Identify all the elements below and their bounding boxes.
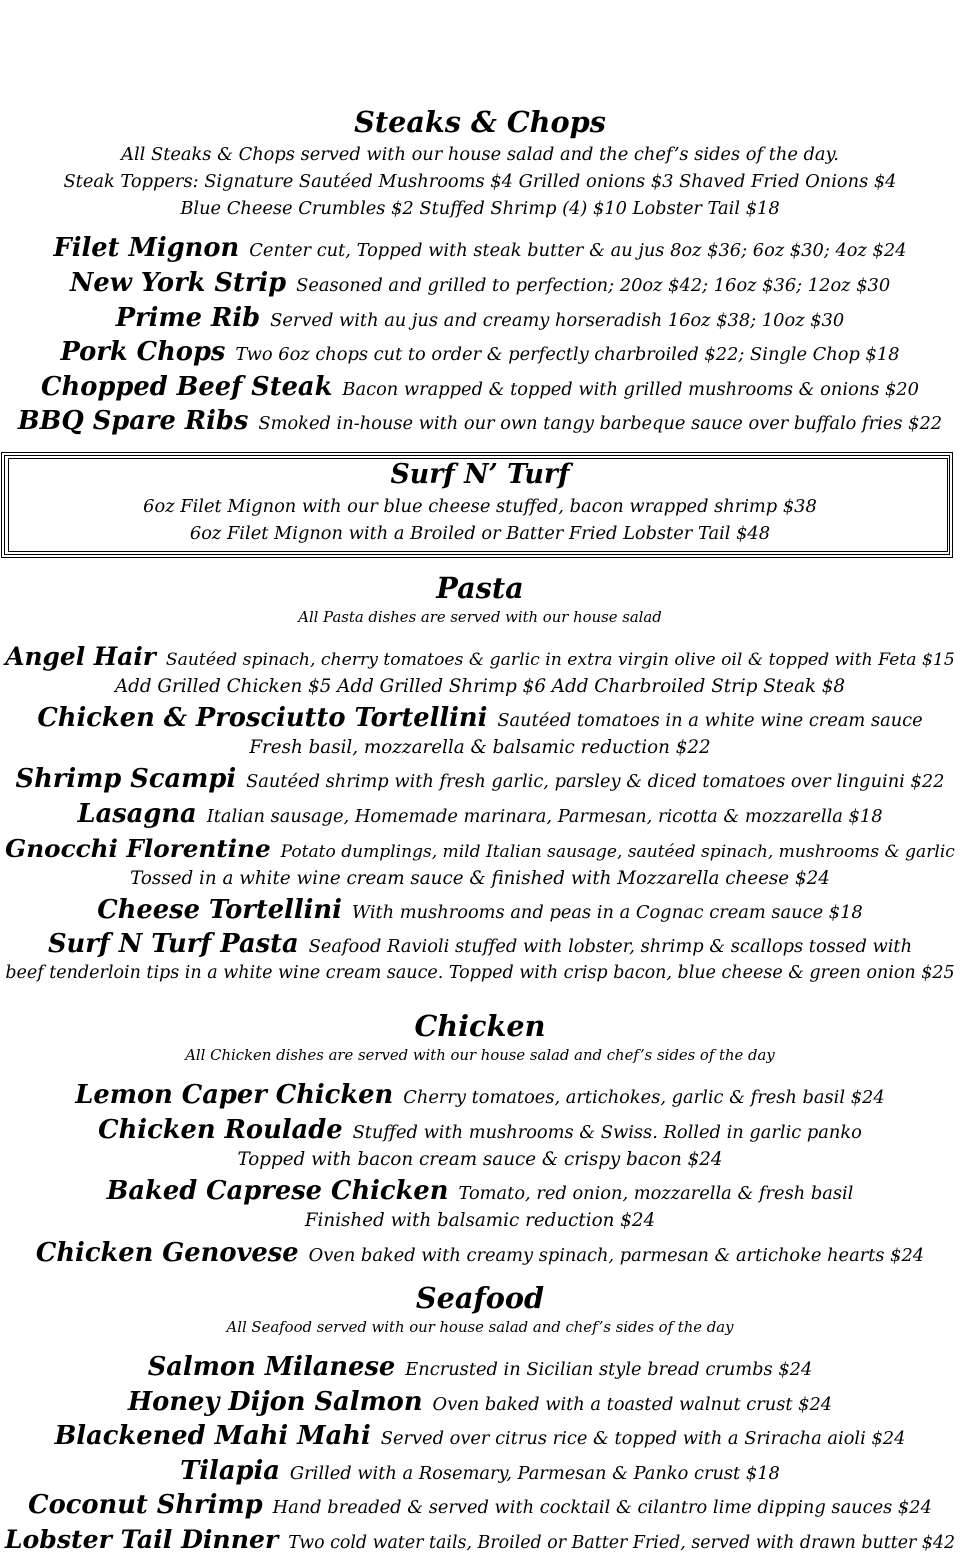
item-name: Tilapia (180, 1456, 280, 1486)
menu-item (0, 1352, 960, 1382)
item-name: Honey Dijon Salmon (127, 1387, 423, 1417)
item-desc: Oven baked with a toasted walnut crust $24 (432, 1394, 833, 1415)
item-desc: Grilled with a Rosemary, Parmesan & Panko crust $18 (289, 1463, 780, 1484)
item-name: Cheese Tortellini (97, 895, 342, 925)
menu-item (0, 1524, 960, 1554)
item-desc: Cherry tomatoes, artichokes, garlic & fresh basil $24 (403, 1087, 885, 1108)
chicken-title: Chicken (414, 1009, 546, 1043)
item-name: Pork Chops (60, 337, 226, 367)
item-name: Coconut Shrimp (28, 1490, 263, 1520)
item-desc-line2: beef tenderloin tips in a white wine cream sauce. Topped with crisp bacon, blue cheese & green onion $25 (5, 963, 955, 983)
item-name: Lobster Tail Dinner (4, 1524, 279, 1554)
item-name: Baked Caprese Chicken (106, 1176, 449, 1206)
item-desc: Stuffed with mushrooms & Swiss. Rolled in garlic panko (352, 1122, 862, 1143)
item-name: Shrimp Scampi (15, 764, 237, 794)
menu-item (0, 764, 960, 794)
menu-item (0, 929, 960, 959)
item-name: Lasagna (77, 799, 197, 829)
item-name: Filet Mignon (53, 233, 240, 263)
item-desc: Tomato, red onion, mozzarella & fresh basil (458, 1183, 854, 1204)
item-desc: Sautéed spinach, cherry tomatoes & garlic in extra virgin olive oil & topped with Feta $15 (165, 650, 955, 670)
item-name: Angel Hair (5, 642, 156, 671)
item-name: Prime Rib (115, 303, 261, 333)
item-desc: Sautéed tomatoes in a white wine cream sauce (497, 710, 923, 731)
item-desc: Bacon wrapped & topped with grilled mushrooms & onions $20 (342, 379, 919, 400)
item-desc: Potato dumplings, mild Italian sausage, sautéed spinach, mushrooms & garlic (280, 842, 955, 862)
menu-item (0, 1176, 960, 1206)
menu-item (0, 1387, 960, 1417)
item-name: BBQ Spare Ribs (17, 406, 249, 436)
item-desc: Served with au jus and creamy horseradish 16oz $38; 10oz $30 (270, 310, 845, 331)
item-desc: Hand breaded & served with cocktail & cilantro lime dipping sauces $24 (272, 1497, 932, 1518)
menu-item (0, 233, 960, 263)
item-name: Gnocchi Florentine (5, 834, 271, 863)
menu-item (0, 1115, 960, 1145)
item-desc: Encrusted in Sicilian style bread crumbs $24 (405, 1359, 813, 1380)
item-desc-line2: Tossed in a white wine cream sauce & finished with Mozzarella cheese $24 (130, 868, 830, 889)
surf-title: Surf N’ Turf (390, 459, 570, 490)
pasta-note: All Pasta dishes are served with our house salad (298, 609, 662, 626)
menu-item (0, 1421, 960, 1451)
steaks-note: All Steaks & Chops served with our house salad and the chef’s sides of the day. (121, 144, 839, 165)
menu-item (0, 703, 960, 733)
surf-line-2: 6oz Filet Mignon with a Broiled or Batter Fried Lobster Tail $48 (189, 523, 771, 544)
steaks-title: Steaks & Chops (354, 105, 606, 139)
chicken-note: All Chicken dishes are served with our house salad and chef’s sides of the day (185, 1047, 775, 1064)
item-desc: Italian sausage, Homemade marinara, Parmesan, ricotta & mozzarella $18 (206, 806, 883, 827)
item-desc-line2: Fresh basil, mozzarella & balsamic reduction $22 (249, 737, 711, 758)
item-desc: Sautéed shrimp with fresh garlic, parsley & diced tomatoes over linguini $22 (246, 771, 945, 792)
item-name: Chicken Roulade (98, 1115, 343, 1145)
steak-toppers-more: Blue Cheese Crumbles $2 Stuffed Shrimp (4) $10 Lobster Tail $18 (180, 198, 780, 219)
menu-item (0, 895, 960, 925)
item-desc: Two 6oz chops cut to order & perfectly charbroiled $22; Single Chop $18 (235, 344, 900, 365)
menu-item (0, 1490, 960, 1520)
item-desc: Smoked in-house with our own tangy barbeque sauce over buffalo fries $22 (258, 413, 943, 434)
seafood-title: Seafood (415, 1281, 545, 1315)
menu-item (0, 268, 960, 298)
item-name: Lemon Caper Chicken (75, 1080, 394, 1110)
item-desc-line2: Finished with balsamic reduction $24 (304, 1210, 656, 1231)
item-name: Blackened Mahi Mahi (54, 1421, 371, 1451)
menu-item (0, 337, 960, 367)
menu-item (0, 303, 960, 333)
menu-item (0, 372, 960, 402)
item-name: Chicken Genovese (35, 1238, 299, 1268)
menu-item (0, 1456, 960, 1486)
menu-item (0, 834, 960, 863)
menu-item (0, 1238, 960, 1268)
seafood-note: All Seafood served with our house salad and chef’s sides of the day (226, 1319, 734, 1336)
item-desc: Oven baked with creamy spinach, parmesan & artichoke hearts $24 (308, 1245, 925, 1266)
menu-item (0, 642, 960, 671)
item-name: Salmon Milanese (147, 1352, 396, 1382)
steak-toppers: Steak Toppers: Signature Sautéed Mushrooms $4 Grilled onions $3 Shaved Fried Onions $4 (63, 171, 897, 192)
menu-item (0, 406, 960, 436)
item-name: Chopped Beef Steak (41, 372, 333, 402)
item-desc: Two cold water tails, Broiled or Batter Fried, served with drawn butter $42 (288, 1533, 956, 1553)
item-desc-line2: Add Grilled Chicken $5 Add Grilled Shrimp $6 Add Charbroiled Strip Steak $8 (114, 676, 846, 697)
item-name: Chicken & Prosciutto Tortellini (37, 703, 488, 733)
item-desc: Served over citrus rice & topped with a Sriracha aioli $24 (380, 1428, 906, 1449)
item-desc: Seasoned and grilled to perfection; 20oz $42; 16oz $36; 12oz $30 (296, 275, 891, 296)
menu-item (0, 799, 960, 829)
item-desc: Center cut, Topped with steak butter & au jus 8oz $36; 6oz $30; 4oz $24 (249, 240, 907, 261)
surf-line-1: 6oz Filet Mignon with our blue cheese stuffed, bacon wrapped shrimp $38 (143, 496, 817, 517)
item-desc: With mushrooms and peas in a Cognac cream sauce $18 (351, 902, 863, 923)
item-name: New York Strip (69, 268, 287, 298)
item-name: Surf N Turf Pasta (47, 929, 299, 959)
menu-item (0, 1080, 960, 1110)
pasta-title: Pasta (436, 571, 524, 605)
item-desc: Seafood Ravioli stuffed with lobster, shrimp & scallops tossed with (308, 936, 913, 957)
item-desc-line2: Topped with bacon cream sauce & crispy bacon $24 (237, 1149, 723, 1170)
